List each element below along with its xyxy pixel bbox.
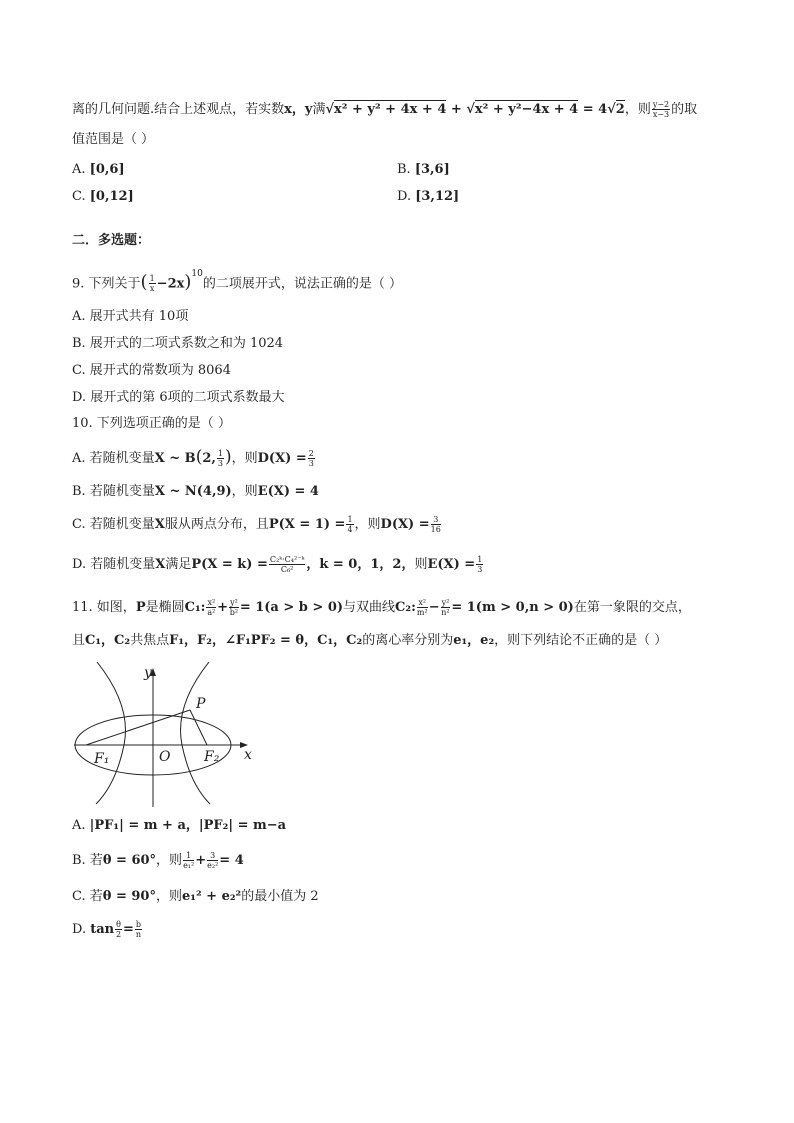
q8-option-c <box>72 187 134 207</box>
q10-a-math: X ~ B <box>154 451 196 466</box>
q8-option-d <box>397 187 459 207</box>
label-y: y <box>144 665 152 681</box>
q11-b-frac1 <box>183 851 194 870</box>
q8-radicand-2: x² + y²−4x + 4 <box>474 102 579 117</box>
q11-b-rhs: = 4 <box>219 853 244 868</box>
q11-frac <box>229 598 239 617</box>
q11-l2b: 共焦点 <box>130 633 170 648</box>
q11-line1 <box>72 598 691 618</box>
q8-frac-den: x−3 <box>652 110 670 119</box>
q10-d-pre: D. 若随机变量 <box>72 557 156 572</box>
q8-option-b <box>397 160 450 180</box>
q10-a-par: 2, <box>202 451 216 466</box>
q11-plus: + <box>217 600 229 615</box>
q10-d-k: ，k = 0，1，2， <box>306 557 415 572</box>
q11-c1: C₁: <box>184 600 206 615</box>
option-value: [3,12] <box>415 189 460 204</box>
q8-then: ，则 <box>624 102 651 117</box>
q10-d-val <box>476 555 483 574</box>
q11-l2a: 且 <box>72 633 86 648</box>
q9-option-c: C. 展开式的常数项为 8064 <box>72 363 231 378</box>
q11-l2-c1c2: C₁，C₂ <box>85 633 131 648</box>
q10-b-rhs: E(X) = 4 <box>257 484 319 499</box>
ellipse-hyperbola-figure <box>72 662 272 812</box>
paren: ( <box>140 271 148 293</box>
q11-frac <box>206 598 216 617</box>
q10-b-mid: ，则 <box>231 484 258 499</box>
frac-num: 1 <box>217 449 223 458</box>
frac-den: 16 <box>430 525 441 534</box>
q11-d-tan: tan <box>90 922 115 937</box>
frac-num: 1 <box>347 515 353 524</box>
q11-d-frac1 <box>115 920 122 939</box>
frac-num: C₂ᵏ·C₄²⁻ᵏ <box>269 555 305 564</box>
frac-num: θ <box>116 920 121 929</box>
q11-d-eq: = <box>122 922 134 937</box>
frac-num: 2 <box>308 449 314 458</box>
q8-rhs-radicand: 2 <box>615 102 625 117</box>
frac-den: n² <box>441 608 450 617</box>
q10-b-pre: B. 若随机变量 <box>72 484 155 499</box>
label-p: P <box>196 696 206 712</box>
option-label: D. <box>397 189 412 204</box>
q11-c: 在第一象限的交点， <box>573 600 691 615</box>
q9-inner: −2x <box>156 276 185 292</box>
q11-c-cond: θ = 90° <box>102 889 156 904</box>
q8-text: 离的几何问题.结合上述观点，若实数 <box>72 102 285 117</box>
q10-option-b <box>72 482 319 502</box>
option-label: A. <box>72 162 86 177</box>
frac-den: 3 <box>308 459 314 468</box>
segment-pf2 <box>190 710 207 745</box>
q10-a-val <box>308 449 315 468</box>
q9-power: 10 <box>191 269 203 279</box>
q10-c-x: X <box>154 517 165 532</box>
option-label: A. <box>72 818 86 833</box>
option-label: C. 若 <box>72 889 103 904</box>
paren: ( <box>195 447 203 467</box>
q9-stem <box>72 270 402 294</box>
q11-l2-foci: F₁，F₂，∠F₁PF₂ = θ，C₁，C₂ <box>169 633 363 648</box>
q8-line2: 值范围是（ ） <box>72 132 155 147</box>
option-value: [0,12] <box>89 189 134 204</box>
q9-fraction <box>149 274 156 293</box>
q11-c-suffix: 的最小值为 2 <box>241 889 319 904</box>
frac-den: C₆² <box>280 565 294 574</box>
q11-frac <box>417 598 428 617</box>
q11-b-cond: θ = 60° <box>102 853 157 868</box>
q11-d-frac2 <box>135 920 142 939</box>
q10-d-text: 满足 <box>165 557 192 572</box>
q10-d-math: P(X = k) = <box>191 557 268 572</box>
q10-d-rhs: E(X) = <box>427 557 476 572</box>
option-label: B. <box>397 162 411 177</box>
q11-b-then: ，则 <box>156 853 183 868</box>
option-label: B. 若 <box>72 853 103 868</box>
frac-den: 3 <box>217 459 223 468</box>
q11-option-a <box>72 816 286 836</box>
q10-option-c <box>72 515 442 535</box>
section-heading: 二．多选题： <box>72 233 151 248</box>
frac-num: b <box>135 920 141 929</box>
q11-line2 <box>72 631 667 651</box>
q11-option-c <box>72 887 319 907</box>
option-label: D. <box>72 922 87 937</box>
q11-l2-e: e₁，e₂ <box>453 633 495 648</box>
q8-frac-num: y−2 <box>652 100 670 109</box>
label-o: O <box>159 749 171 765</box>
q11-c-then: ，则 <box>155 889 182 904</box>
q9-prefix: 9. 下列关于 <box>72 276 141 292</box>
paren: ) <box>184 271 192 293</box>
q11-c2: C₂: <box>395 600 416 615</box>
label-f1: F₁ <box>94 751 110 767</box>
q10-a-frac <box>217 449 224 468</box>
frac-den: 4 <box>347 525 353 534</box>
q8-line1 <box>72 100 697 120</box>
option-value: [0,6] <box>89 162 125 177</box>
q10-c-mid: ，则 <box>354 517 381 532</box>
q11-b-frac2 <box>207 851 218 870</box>
q11-c-expr: e₁² + e₂² <box>181 889 242 904</box>
option-label: C. <box>72 189 86 204</box>
q10-c-math: P(X = 1) = <box>268 517 346 532</box>
q8-vars: x，y <box>284 102 313 117</box>
q10-a-mid: ，则 <box>231 451 258 466</box>
q8-text-mid: 满 <box>312 102 326 117</box>
q10-c-pre: C. 若随机变量 <box>72 517 155 532</box>
q8-radicand-1: x² + y² + 4x + 4 <box>334 102 447 117</box>
frac-den: e₂² <box>207 861 219 870</box>
label-x: x <box>244 747 252 763</box>
frac-num: y² <box>230 598 238 607</box>
q10-stem: 10. 下列选项正确的是（ ） <box>72 416 231 431</box>
q10-b-math: X ~ N(4,9) <box>154 484 232 499</box>
q11-option-b <box>72 851 244 871</box>
q10-d-x: X <box>155 557 166 572</box>
q8-option-a <box>72 160 125 180</box>
q11-l2c: 的离心率分别为 <box>362 633 454 648</box>
frac-num: x² <box>207 598 216 607</box>
hyperbola-right-branch <box>181 662 210 804</box>
q10-a-rhs: D(X) = <box>257 451 307 466</box>
q10-c-frac2 <box>431 515 441 534</box>
q11-ellipse-rhs: = 1(a > b > 0) <box>239 600 344 615</box>
q11-minus: − <box>428 600 440 615</box>
q11-b-plus: + <box>195 853 207 868</box>
q11-l2d: ，则下列结论不正确的是（ ） <box>494 633 668 648</box>
q8-rhs: = 4 <box>582 102 608 117</box>
q10-c-text: 服从两点分布，且 <box>164 517 269 532</box>
q10-c-frac1 <box>346 515 353 534</box>
option-value: [3,6] <box>414 162 450 177</box>
q9-option-a: A. 展开式共有 10项 <box>72 309 189 324</box>
frac-num: 1 <box>477 555 483 564</box>
q11-a: 11. 如图， <box>72 600 136 615</box>
q10-option-d <box>72 555 484 575</box>
frac-den: n <box>135 930 141 939</box>
q10-c-rhs: D(X) = <box>380 517 430 532</box>
q11-hyperbola-rhs: = 1(m > 0,n > 0) <box>451 600 574 615</box>
frac-num: 1 <box>183 851 194 861</box>
q8-suffix: 的取 <box>671 102 698 117</box>
frac-den: 3 <box>477 565 483 574</box>
q11-with: 与双曲线 <box>343 600 396 615</box>
q11-a-math: |PF₁| = m + a，|PF₂| = m−a <box>89 818 287 833</box>
q11-b: 是椭圆 <box>145 600 185 615</box>
frac-num: 3 <box>207 851 218 861</box>
frac-num: x² <box>418 598 427 607</box>
q10-a-pre: A. 若随机变量 <box>72 451 155 466</box>
q11-p: P <box>135 600 146 615</box>
frac-den: m² <box>416 608 428 617</box>
q10-d-frac <box>269 555 305 574</box>
q10-d-mid: 则 <box>414 557 428 572</box>
label-f2: F₂ <box>204 749 220 765</box>
q11-frac <box>441 598 451 617</box>
frac-den: a² <box>207 608 216 617</box>
q8-equation: √x² + y² + 4x + 4 + √x² + y²−4x + 4 = 4√2 <box>325 102 625 117</box>
frac-den: e₁² <box>183 861 195 870</box>
q8-fraction <box>652 100 670 119</box>
q9-option-b: B. 展开式的二项式系数之和为 1024 <box>72 336 284 351</box>
frac-den: b² <box>229 608 239 617</box>
frac-num: 3 <box>431 515 441 525</box>
q10-option-a <box>72 447 316 469</box>
paren: ) <box>225 447 232 467</box>
q11-option-d <box>72 920 143 940</box>
frac-den: 2 <box>115 930 122 939</box>
q9-frac-num: 1 <box>149 274 155 284</box>
q9-frac-den: x <box>149 284 155 294</box>
frac-num: y² <box>441 598 450 607</box>
q9-option-d: D. 展开式的第 6项的二项式系数最大 <box>72 390 285 405</box>
q9-suffix: 的二项展开式，说法正确的是（ ） <box>202 276 402 292</box>
